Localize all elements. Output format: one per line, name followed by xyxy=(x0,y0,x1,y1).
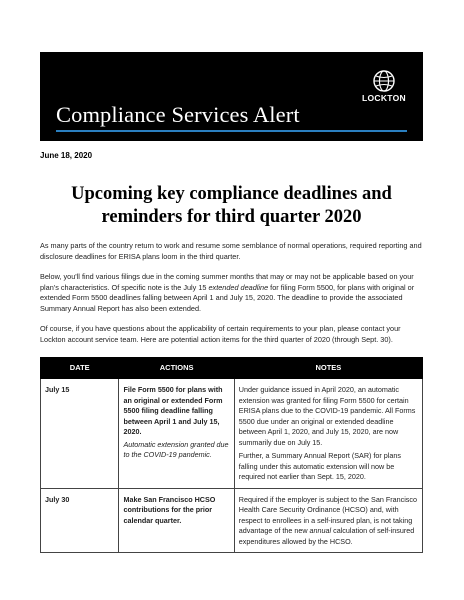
note-text-part: Required if the employer is subject to the San Francisco Health Care Security Ordinance (HCSO) and, with respect to enrollees in a self-insured plan, is not taking advantage of the new xyxy=(238,494,417,535)
banner-title: Compliance Services Alert xyxy=(56,102,300,127)
row-notes xyxy=(234,488,422,553)
globe-logo-icon xyxy=(373,70,395,92)
column-header-notes: NOTES xyxy=(234,358,422,379)
action-note: Automatic extension granted due to the COVID-19 pandemic. xyxy=(123,439,229,459)
table-row xyxy=(41,488,423,553)
row-date: July 30 xyxy=(41,488,119,553)
note-text: Further, a Summary Annual Report (SAR) for plans falling under this automatic extension will now be required not earlier than Sept. 15, 2020. xyxy=(238,451,401,481)
intro-paragraph: As many parts of the country return to work and resume some semblance of normal operations, required reporting and disclosure deadlines for ERISA plans loom in the third quarter. xyxy=(40,241,422,261)
row-notes xyxy=(234,379,422,489)
action-text: Make San Francisco HCSO contributions for the prior calendar quarter. xyxy=(123,494,216,525)
contact-paragraph: Of course, if you have questions about the applicability of certain requirements to your plan, please contact your Lockton account service team. Here are potential action items for the third quarter of 2020 (through Sept. 30). xyxy=(40,324,401,344)
column-header-actions: ACTIONS xyxy=(119,358,234,379)
banner-accent-stripe xyxy=(56,130,407,132)
row-action xyxy=(119,379,234,489)
table-header-row xyxy=(41,358,423,379)
row-action xyxy=(119,488,234,553)
action-text: File Form 5500 for plans with an original or extended Form 5500 filing deadline falling between April 1 and July 15, 2020. xyxy=(123,385,223,436)
note-text-part: calculation of self-insured expenditures allowed by the HCSO. xyxy=(238,526,415,546)
column-header-date: DATE xyxy=(41,358,119,379)
logo-wordmark: LOCKTON xyxy=(362,93,406,103)
lockton-logo[interactable] xyxy=(359,70,409,103)
header-banner xyxy=(40,52,423,141)
deadlines-table xyxy=(40,357,423,553)
paragraph-text: Below, you'll find various filings due in the coming summer months that may or may not be applicable based on your plan's characteristics. Of specific note is the July 15 xyxy=(40,272,414,292)
row-date: July 15 xyxy=(41,379,119,489)
table-row xyxy=(41,379,423,489)
deadline-paragraph xyxy=(40,272,426,314)
emphasized-text: annual xyxy=(309,526,332,535)
note-text: Under guidance issued in April 2020, an automatic extension was granted for filing Form 5500 for certain ERISA plans due to the COVID-19 pandemic. All Forms 5500 due under an original or extended deadline between April 1, 2020, and July 15, 2020, are now summarily due on July 15. xyxy=(238,385,416,447)
page-title: Upcoming key compliance deadlines and reminders for third quarter 2020 xyxy=(71,184,392,227)
publish-date: June 18, 2020 xyxy=(40,151,93,160)
paragraph-text: for filing Form 5500, for plans with original or extended Form 5500 deadlines falling between April 1 and July 15, 2020. The deadline to provide the associated Summary Annual Report has also been extended. xyxy=(40,282,415,313)
note-text xyxy=(239,495,418,548)
emphasized-text: extended deadline xyxy=(208,282,269,292)
